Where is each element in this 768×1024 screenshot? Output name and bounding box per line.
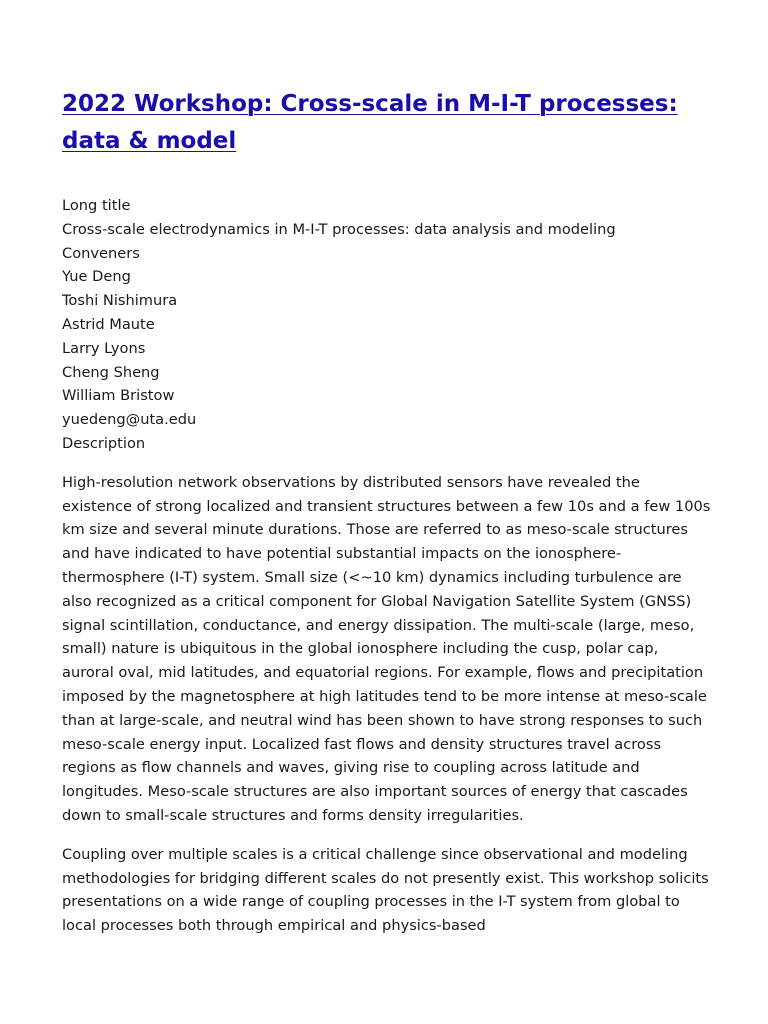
convener-name: William Bristow [62, 387, 175, 405]
convener-name: Toshi Nishimura [62, 292, 178, 310]
convener-name: Cheng Sheng [62, 363, 160, 381]
description-paragraph: Coupling over multiple scales is a critical challenge since observational and modeling methodologies for bridging different scales do not presently exist. This workshop solicits presentations on a wide range of coupling processes in the I-T system from global to local processes both through empirical and physics-based [62, 845, 709, 935]
description-paragraph: High-resolution network observations by distributed sensors have revealed the existence of strong localized and transient structures between a few 10s and a few 100s km size and several minute durations. Those are referred to as meso-scale structures and have indicated to have potential substantial impacts on the ionosphere-thermosphere (I-T) system. Small size (<~10 km) dynamics including turbulence are also recognized as a critical component for Global Navigation Satellite System (GNSS) signal scintillation, conductance, and energy dissipation. The multi-scale (large, meso, small) nature is ubiquitous in the global ionosphere including the cusp, polar cap, auroral oval, mid latitudes, and equatorial regions. For example, flows and precipitation imposed by the magnetosphere at high latitudes tend to be more intense at meso-scale than at large-scale, and neutral wind has been shown to have strong responses to such meso-scale energy input. Localized fast flows and density structures travel across regions as flow channels and waves, giving rise to coupling across latitude and longitudes. Meso-scale structures are also important sources of energy that cascades down to small-scale structures and forms density irregularities. [62, 473, 711, 824]
page-title [62, 86, 712, 160]
field-label-conveners: Conveners [62, 244, 140, 262]
article [62, 86, 712, 938]
convener-name: Larry Lyons [62, 339, 146, 357]
field-label-long-title: Long title [62, 197, 131, 214]
field-label-description: Description [62, 434, 146, 452]
title-link[interactable]: 2022 Workshop: Cross-scale in M-I-T processes: data & model [62, 91, 678, 154]
convener-name: Yue Deng [62, 268, 131, 286]
long-title-value: Cross-scale electrodynamics in M-I-T processes: data analysis and modeling [62, 220, 616, 238]
convener-name: Astrid Maute [62, 315, 155, 333]
metadata-block [62, 194, 712, 456]
contact-email: yuedeng@uta.edu [62, 411, 197, 429]
